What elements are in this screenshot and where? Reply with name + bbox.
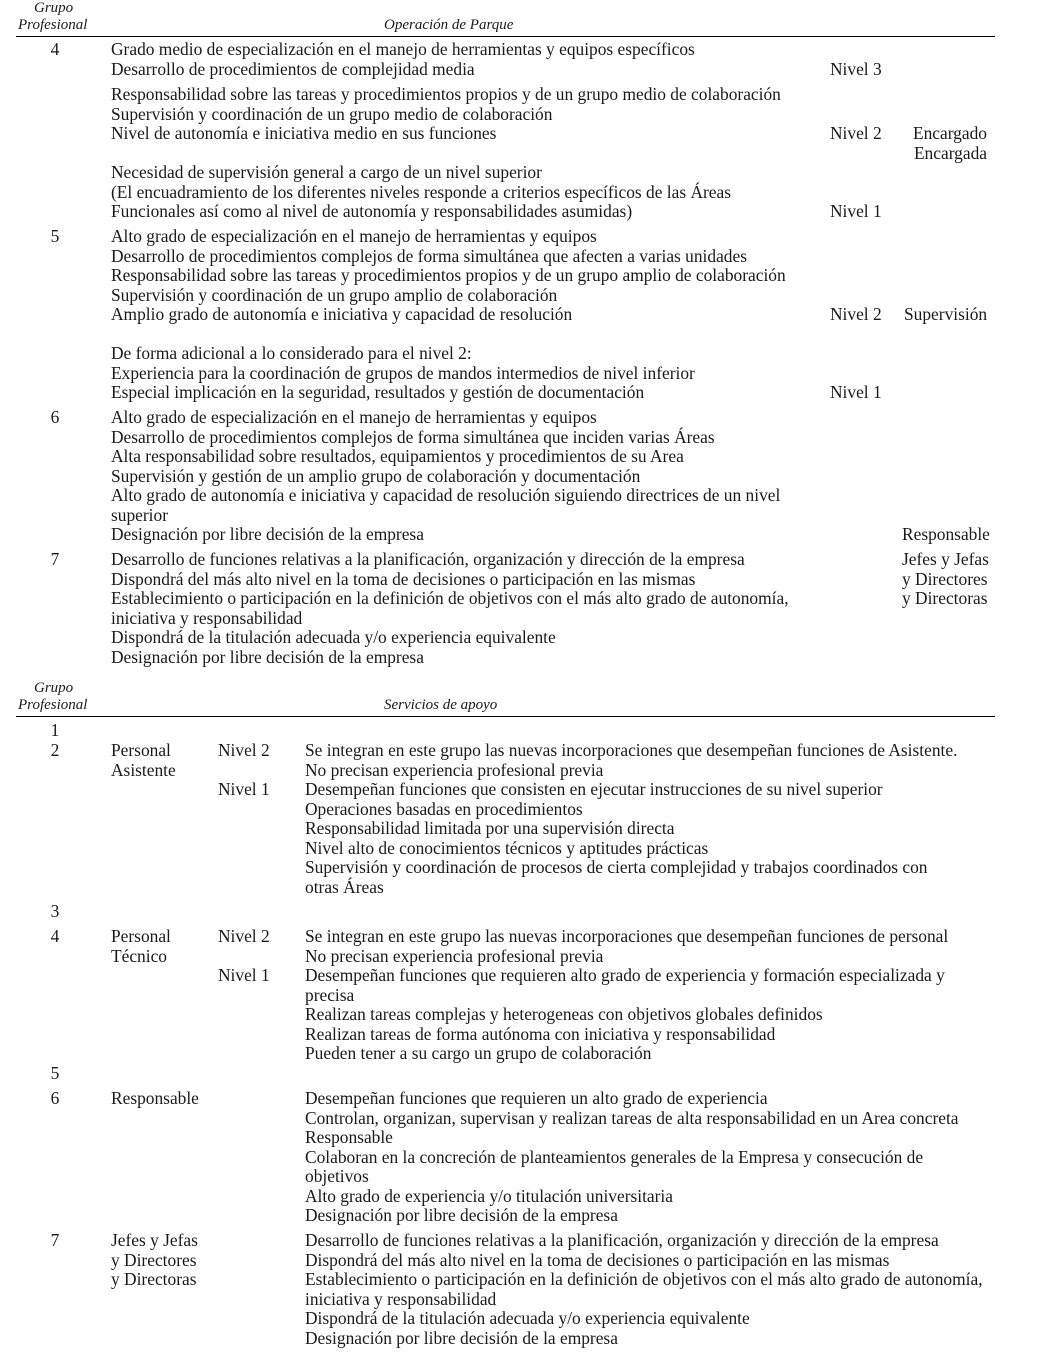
apoyo-g4-n1-lines-line: Desempeñan funciones que requieren alto grado de experiencia y formación especializada y [305,965,945,985]
parque-g5-n2-role: Supervisión [904,304,988,324]
parque-g4-n2-role [913,124,987,163]
apoyo-g7-lines-line: Dispondrá del más alto nivel en la toma de decisiones o participación en las mismas [305,1249,890,1270]
parque-g6-lines-line: Supervisión y gestión de un amplio grupo de colaboración y documentación [111,465,641,486]
parque-g7-role-line: y Directores [902,568,988,589]
apoyo-g4-n1-level: Nivel 1 [218,965,270,985]
apoyo-g4-n1-lines [305,966,945,1064]
apoyo-g7-number: 7 [50,1230,60,1250]
apoyo-g7-lines-line: iniciativa y responsabilidad [305,1288,497,1309]
apoyo-g6-number: 6 [50,1088,60,1108]
apoyo-g7-lines [305,1231,983,1348]
apoyo-g2-n1-lines-line: Operaciones basadas en procedimientos [305,798,583,819]
parque-g7-number: 7 [50,549,60,569]
parque-g7-lines-line: Establecimiento o participación en la definición de objetivos con el más alto grado de autonomía, [111,588,789,608]
apoyo-g4-n1-lines-line: Realizan tareas de forma autónoma con iniciativa y responsabilidad [305,1023,776,1044]
parque-g6-number: 6 [50,407,60,427]
apoyo-g2-n2-lines-line: Se integran en este grupo las nuevas incorporaciones que desempeñan funciones de Asistente. [305,740,958,760]
parque-g7-role-line: y Directoras [902,588,988,608]
parque-g5-n2-level: Nivel 2 [830,304,882,324]
apoyo-g7-category-line: y Directores [111,1249,197,1270]
parque-g5-n2-lines-line: Desarrollo de procedimientos complejos de forma simultánea que afecten a varias unidades [111,245,747,266]
apoyo-g7-category-line: Jefes y Jefas [111,1230,198,1250]
parque-g4-number: 4 [50,39,60,59]
parque-g4-n2-role-line: Encargado [912,123,987,143]
parque-grupo-header-1: Grupo [34,0,74,16]
parque-g4-n2-level: Nivel 2 [830,123,882,143]
parque-g5-n1-lines [111,344,695,403]
parque-g6-lines-line: Alta responsabilidad sobre resultados, equipamientos y procedimientos de su Area [111,446,684,466]
parque-g7-lines-line: Dispondrá de la titulación adecuada y/o experiencia equivalente [111,627,556,647]
parque-g4-n2-lines-line: Supervisión y coordinación de un grupo medio de colaboración [111,103,553,124]
apoyo-g7-lines-line: Establecimiento o participación en la definición de objetivos con el más alto grado de autonomía, [305,1269,983,1289]
apoyo-g4-category [111,927,171,966]
apoyo-g6-lines [305,1089,959,1226]
parque-g7-lines [111,550,789,667]
apoyo-g4-n2-level: Nivel 2 [218,926,270,946]
parque-g5-n2-lines-line: Amplio grado de autonomía e iniciativa y capacidad de resolución [111,304,573,324]
apoyo-g3-number: 3 [50,901,60,921]
apoyo-g6-lines-line: objetivos [305,1166,369,1186]
apoyo-g2-n2-lines-line: No precisan experiencia profesional previa [305,759,604,780]
apoyo-g6-category [111,1089,199,1109]
apoyo-g7-category [111,1231,198,1290]
parque-g4-n1-lines-line: Funcionales así como al nivel de autonomía y responsabilidades asumidas) [111,201,633,221]
parque-g4-n1-lines [111,163,731,222]
parque-g7-role [902,550,989,609]
apoyo-g2-category-line: Personal [111,740,171,760]
apoyo-g2-n1-lines-line: otras Áreas [305,876,384,897]
parque-g4-n2-lines [111,85,781,144]
parque-g4-n3-lines [111,40,695,79]
apoyo-g2-n1-lines-line: Nivel alto de conocimientos técnicos y aptitudes prácticas [305,837,709,858]
parque-grupo-header-2: Profesional [18,17,88,33]
parque-g6-role: Responsable [902,524,990,544]
parque-g6-lines-line: Desarrollo de procedimientos complejos de forma simultánea que inciden varias Áreas [111,426,715,447]
apoyo-header-rule [16,716,995,717]
parque-g4-n3-lines-line: Grado medio de especialización en el manejo de herramientas y equipos específicos [111,39,695,59]
parque-g4-n2-role-line: Encargada [913,142,987,163]
apoyo-g4-n1-lines-line: precisa [305,984,355,1005]
apoyo-g2-n2-level: Nivel 2 [218,740,270,760]
parque-g6-lines-line: Alto grado de autonomía e iniciativa y capacidad de resolución siguiendo directrices de un nivel [111,485,781,505]
apoyo-g6-category-line: Responsable [111,1088,199,1108]
apoyo-g6-lines-line: Desempeñan funciones que requieren un alto grado de experiencia [305,1088,768,1108]
parque-g5-number: 5 [50,226,60,246]
parque-g6-lines-line: Alto grado de especialización en el manejo de herramientas y equipos [111,407,597,427]
parque-g5-n2-lines-line: Supervisión y coordinación de un grupo amplio de colaboración [111,284,558,305]
apoyo-grupo-header-1: Grupo [34,680,74,696]
parque-section-title: Operación de Parque [384,17,514,33]
apoyo-g4-category-line: Personal [111,926,171,946]
apoyo-g4-number: 4 [50,926,60,946]
apoyo-g6-lines-line: Colaboran en la concreción de planteamientos generales de la Empresa y consecución de [305,1146,924,1167]
apoyo-g4-n1-lines-line: Realizan tareas complejas y heterogeneas con objetivos globales definidos [305,1004,823,1024]
apoyo-grupo-header-2: Profesional [18,697,88,713]
parque-g4-n1-lines-line: Necesidad de supervisión general a cargo de un nivel superior [111,162,542,182]
parque-g4-n1-level: Nivel 1 [830,201,882,221]
apoyo-g2-n1-lines-line: Desempeñan funciones que consisten en ejecutar instrucciones de su nivel superior [305,779,883,799]
parque-g4-n2-lines-line: Nivel de autonomía e iniciativa medio en sus funciones [111,123,497,143]
parque-g6-lines-line: superior [111,504,168,525]
parque-g5-n1-lines-line: Experiencia para la coordinación de grupos de mandos intermedios de nivel inferior [111,362,695,383]
apoyo-g6-lines-line: Controlan, organizan, supervisan y realizan tareas de alta responsabilidad en un Area concreta [305,1107,959,1128]
apoyo-section-title: Servicios de apoyo [384,697,498,713]
apoyo-g6-lines-line: Responsable [305,1127,393,1147]
parque-g5-n2-lines [111,227,786,325]
apoyo-g4-category-line: Técnico [111,945,168,966]
parque-g5-n1-lines-line: Especial implicación en la seguridad, resultados y gestión de documentación [111,382,645,402]
parque-g6-lines-line: Designación por libre decisión de la empresa [111,524,424,544]
apoyo-g7-category-line: y Directoras [111,1269,197,1289]
apoyo-g2-n1-lines-line: Responsabilidad limitada por una supervisión directa [305,818,675,838]
apoyo-g6-lines-line: Alto grado de experiencia y/o titulación universitaria [305,1185,673,1206]
parque-g7-lines-line: iniciativa y responsabilidad [111,607,303,628]
parque-g5-n2-lines-line: Alto grado de especialización en el manejo de herramientas y equipos [111,226,597,246]
parque-g4-n1-lines-line: (El encuadramiento de los diferentes niveles responde a criterios específicos de las Áreas [111,181,732,202]
apoyo-g2-n2-lines [305,741,957,780]
apoyo-g1-number: 1 [50,720,60,740]
parque-g6-lines [111,408,780,545]
apoyo-g2-n1-lines [305,780,928,897]
apoyo-g4-n2-lines-line: Se integran en este grupo las nuevas incorporaciones que desempeñan funciones de personal [305,926,949,946]
parque-g4-n3-lines-line: Desarrollo de procedimientos de complejidad media [111,58,475,79]
apoyo-g2-category [111,741,176,780]
parque-g7-lines-line: Dispondrá del más alto nivel en la toma de decisiones o participación en las mismas [111,568,696,589]
apoyo-g4-n2-lines-line: No precisan experiencia profesional previa [305,945,604,966]
apoyo-g4-n1-lines-line: Pueden tener a su cargo un grupo de colaboración [305,1043,652,1063]
apoyo-g5-number: 5 [50,1063,60,1083]
apoyo-g2-number: 2 [50,740,60,760]
apoyo-g2-n1-lines-line: Supervisión y coordinación de procesos de cierta complejidad y trabajos coordinados con [305,857,928,877]
apoyo-g6-lines-line: Designación por libre decisión de la empresa [305,1205,618,1225]
parque-header-rule [16,36,995,37]
apoyo-g2-n1-level: Nivel 1 [218,779,270,799]
apoyo-g7-lines-line: Designación por libre decisión de la empresa [305,1327,618,1348]
apoyo-g2-category-line: Asistente [111,759,176,780]
parque-g4-n2-lines-line: Responsabilidad sobre las tareas y procedimientos propios y de un grupo medio de colaboración [111,84,781,104]
parque-g4-n3-level: Nivel 3 [830,59,882,79]
parque-g7-lines-line: Designación por libre decisión de la empresa [111,646,424,667]
parque-g5-n2-lines-line: Responsabilidad sobre las tareas y procedimientos propios y de un grupo amplio de colaboración [111,265,786,285]
parque-g7-role-line: Jefes y Jefas [902,549,989,569]
parque-g5-n1-lines-line: De forma adicional a lo considerado para el nivel 2: [111,343,472,363]
apoyo-g4-n2-lines [305,927,948,966]
parque-g5-n1-level: Nivel 1 [830,382,882,402]
apoyo-g7-lines-line: Desarrollo de funciones relativas a la planificación, organización y dirección de la empresa [305,1230,939,1250]
apoyo-g7-lines-line: Dispondrá de la titulación adecuada y/o experiencia equivalente [305,1308,750,1328]
parque-g7-lines-line: Desarrollo de funciones relativas a la planificación, organización y dirección de la empresa [111,549,745,569]
